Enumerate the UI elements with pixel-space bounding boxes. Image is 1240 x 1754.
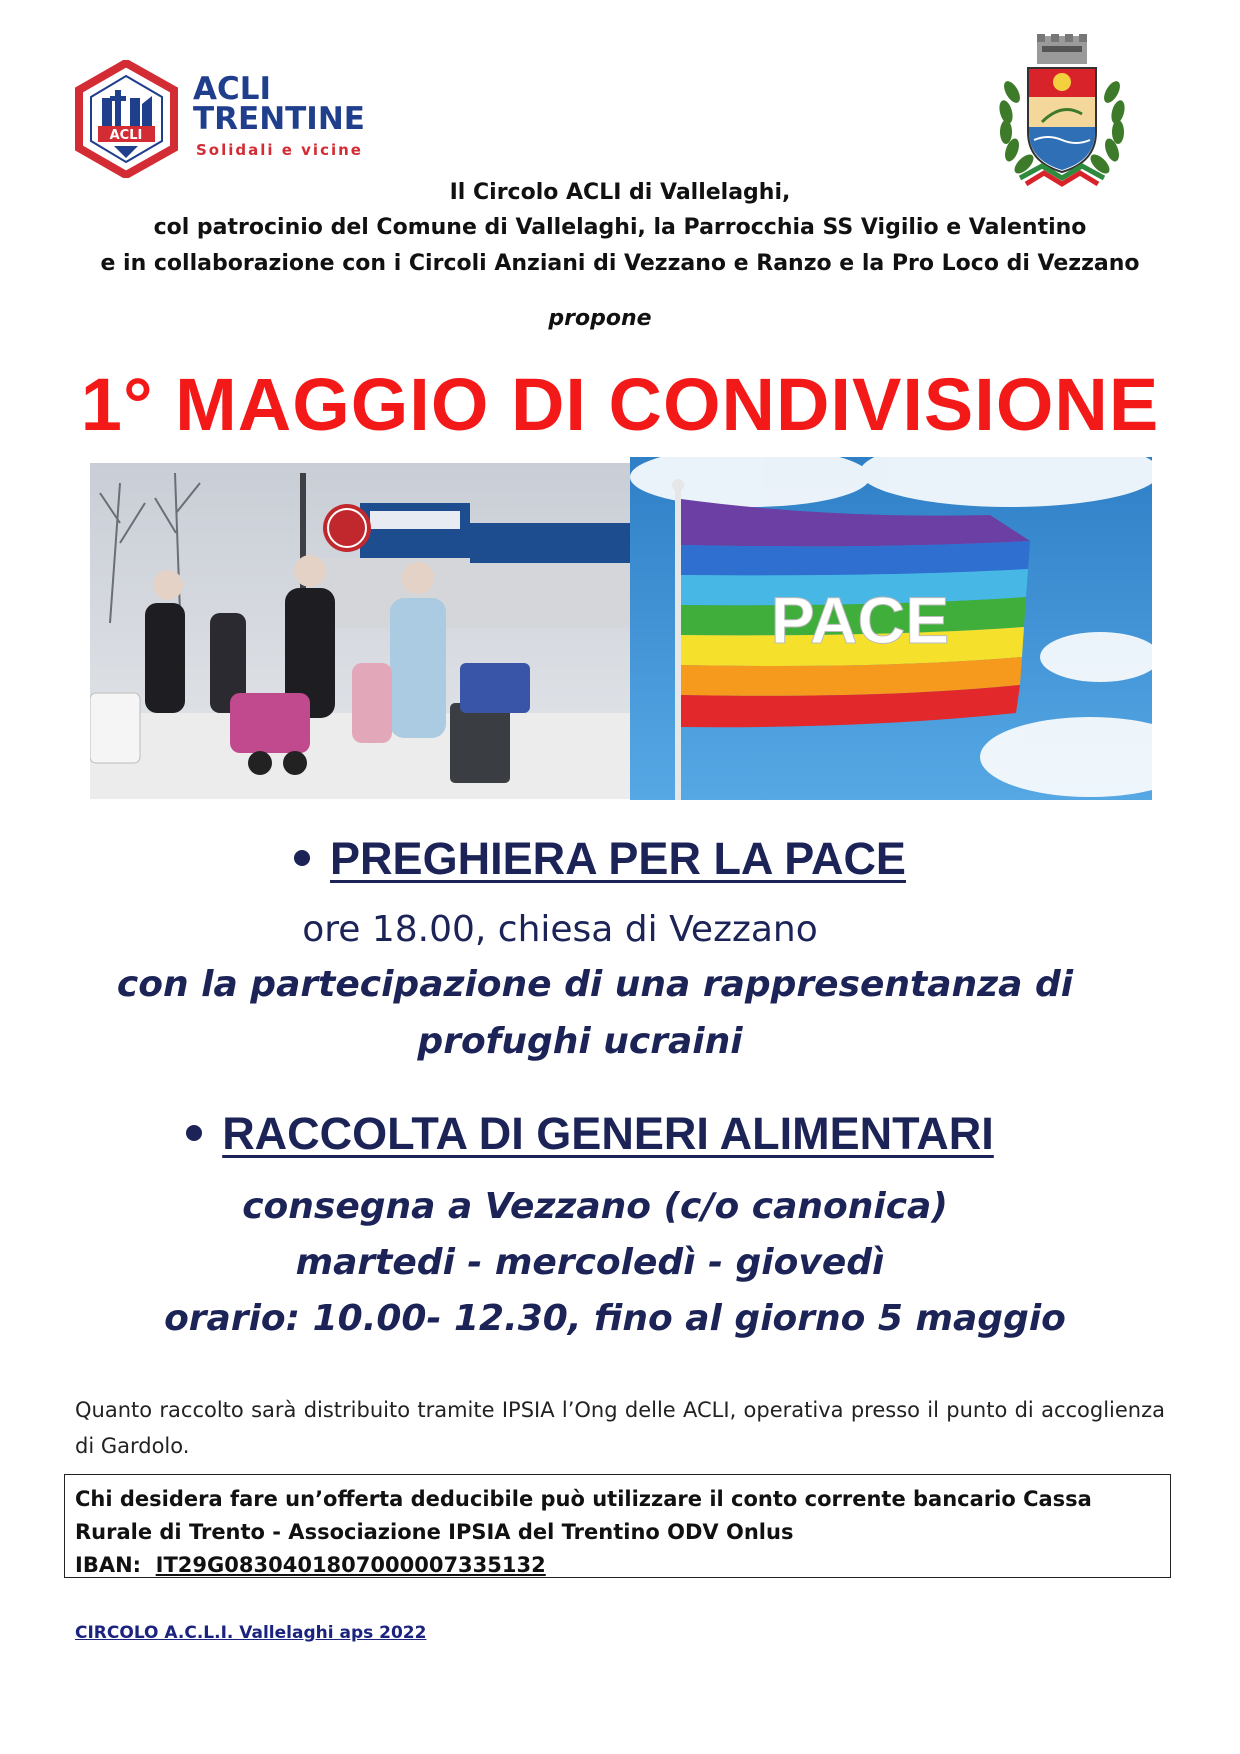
page-title: 1° MAGGIO DI CONDIVISIONE (80, 363, 1160, 446)
bullet-dot (186, 1125, 202, 1141)
bank-info-box (64, 1474, 1171, 1578)
acli-logo-text: ACLI (109, 128, 143, 143)
event-detail: ore 18.00, chiesa di Vezzano (302, 909, 818, 950)
bullet-dot (294, 850, 310, 866)
event-detail: martedi - mercoledì - giovedì (295, 1242, 885, 1283)
acli-logo (74, 60, 179, 178)
footer-credit: CIRCOLO A.C.L.I. Vallelaghi aps 2022 (75, 1623, 427, 1643)
event-heading-preghiera (0, 833, 1220, 885)
iban-label: IBAN: (75, 1553, 142, 1577)
event-heading-label: RACCOLTA DI GENERI ALIMENTARI (222, 1108, 994, 1159)
event-heading-raccolta (0, 1108, 1210, 1160)
intro-line-1: Il Circolo ACLI di Vallelaghi, (449, 180, 791, 205)
event-detail: orario: 10.00- 12.30, fino al giorno 5 maggio (164, 1298, 1066, 1339)
event-detail: con la partecipazione di una rappresentanza di (116, 964, 1074, 1005)
intro-propone: propone (548, 306, 652, 331)
bank-line-1: Chi desidera fare un’offerta deducibile può utilizzare il conto corrente bancario Cassa (75, 1487, 1092, 1511)
org-name-line2: TRENTINE (193, 101, 365, 137)
event-detail: profughi ucraini (417, 1021, 743, 1062)
event-detail: consegna a Vezzano (c/o canonica) (242, 1186, 948, 1227)
intro-line-2: col patrocinio del Comune di Vallelaghi, la Parrocchia SS Vigilio e Valentino (153, 215, 1087, 240)
refugees-photo (90, 463, 630, 799)
flag-text: PACE (770, 583, 950, 657)
iban-value: IT29G0830401807000007335132 (155, 1553, 546, 1577)
bank-line-2: Rurale di Trento - Associazione IPSIA del Trentino ODV Onlus (75, 1520, 794, 1544)
coat-of-arms-emblem (982, 32, 1142, 192)
org-motto: Solidali e vicine (196, 141, 363, 159)
distribution-note: Quanto raccolto sarà distribuito tramite IPSIA l’Ong delle ACLI, operativa presso il punto di accoglienza di Gardolo. (75, 1398, 1165, 1458)
org-name (193, 71, 365, 137)
iban-row (75, 1549, 1160, 1582)
intro-line-3: e in collaborazione con i Circoli Anziani di Vezzano e Ranzo e la Pro Loco di Vezzano (100, 251, 1140, 276)
peace-flag-photo (630, 457, 1152, 800)
org-name-line1: ACLI (193, 71, 272, 107)
event-heading-label: PREGHIERA PER LA PACE (330, 833, 906, 884)
